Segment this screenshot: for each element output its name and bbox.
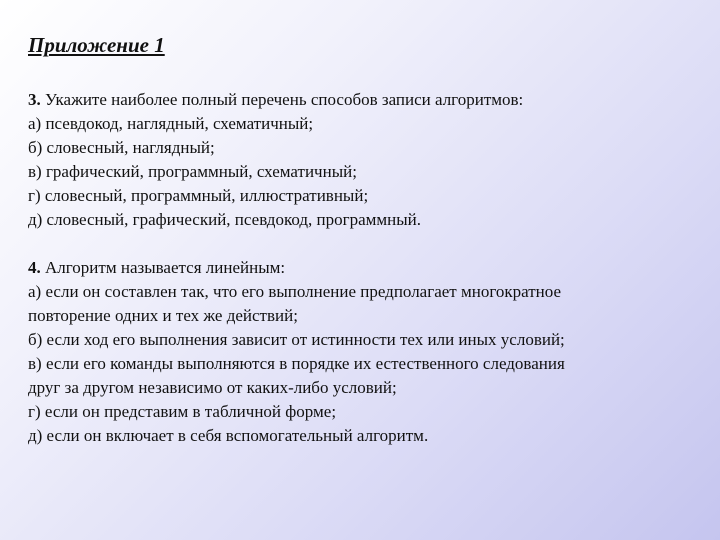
answer-option: д) если он включает в себя вспомогательный алгоритм. bbox=[28, 426, 429, 445]
answer-option: г) если он представим в табличной форме; bbox=[28, 402, 337, 421]
slide-content bbox=[28, 33, 698, 472]
question-prompt: Алгоритм называется линейным: bbox=[40, 258, 286, 277]
answer-option: а) если он составлен так, что его выполнение предполагает многократное bbox=[28, 282, 562, 301]
question-number: 3. bbox=[28, 90, 41, 109]
answer-option-continued: повторение одних и тех же действий; bbox=[28, 306, 298, 325]
answer-option: б) если ход его выполнения зависит от истинности тех или иных условий; bbox=[28, 330, 565, 349]
question-number: 4. bbox=[28, 258, 41, 277]
question-prompt: Укажите наиболее полный перечень способов записи алгоритмов: bbox=[40, 90, 524, 109]
question-text bbox=[28, 88, 698, 112]
question-text bbox=[28, 256, 698, 280]
answer-option: д) словесный, графический, псевдокод, программный. bbox=[28, 210, 422, 229]
answer-option: б) словесный, наглядный; bbox=[28, 138, 215, 157]
answer-option: в) графический, программный, схематичный; bbox=[28, 162, 357, 181]
answer-option: в) если его команды выполняются в порядке их естественного следования bbox=[28, 354, 565, 373]
question-3 bbox=[28, 88, 698, 232]
answer-option: г) словесный, программный, иллюстративный; bbox=[28, 186, 369, 205]
answer-option-continued: друг за другом независимо от каких-либо условий; bbox=[28, 378, 397, 397]
answer-option: а) псевдокод, наглядный, схематичный; bbox=[28, 114, 314, 133]
question-4 bbox=[28, 256, 698, 448]
slide-title: Приложение 1 bbox=[28, 33, 165, 57]
